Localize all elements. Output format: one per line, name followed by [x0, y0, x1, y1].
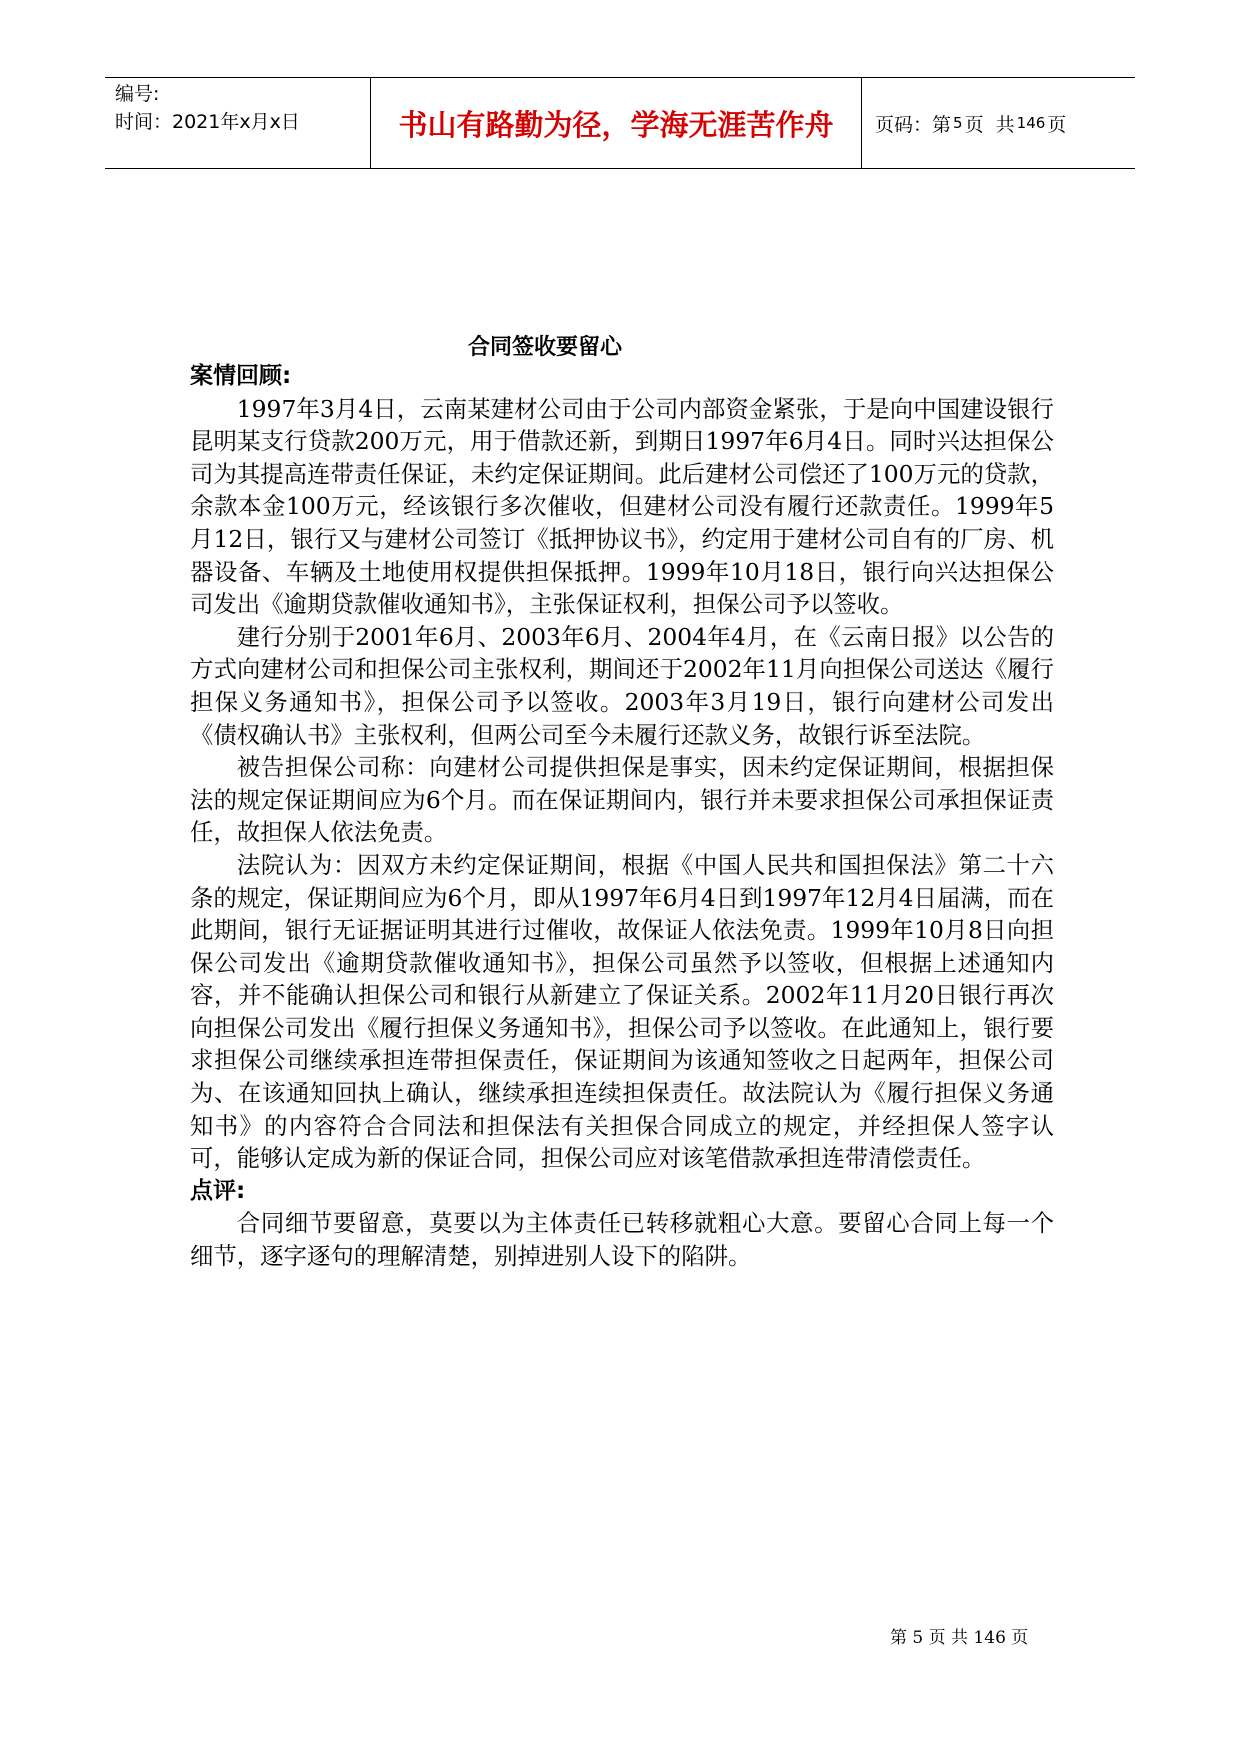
case-paragraph-2: 建行分别于2001年6月、2003年6月、2004年4月，在《云南日报》以公告的方式向建材公司和担保公司主张权利，期间还于2002年11月向担保公司送达《履行担保义务通知书》，担保公司予以签收。2003年3月19日，银行向建材公司发出《债权确认书》主张权利，但两公司至今未履行还款义务，故银行诉至法院。 [190, 622, 1054, 749]
page-prefix: 页码：第 [875, 113, 952, 136]
page-total: 146 [1016, 114, 1046, 132]
case-heading: 案情回顾: [190, 363, 292, 389]
page-footer: 第 5 页 共 146 页 [890, 1628, 1029, 1648]
time-label: 时间：2021年x月x日 [115, 111, 300, 133]
case-paragraph-3: 被告担保公司称：向建材公司提供担保是事实，因未约定保证期间，根据担保法的规定保证期间应为6个月。而在保证期间内，银行并未要求担保公司承担保证责任，故担保人依法免责。 [190, 753, 1054, 847]
page-suffix: 页 [1047, 113, 1067, 136]
header-page-info [875, 78, 1066, 168]
header-meta [115, 80, 365, 136]
document-body [190, 360, 1054, 1273]
header-motto: 书山有路勤为径，学海无涯苦作舟 [370, 78, 862, 168]
review-paragraph: 合同细节要留意，莫要以为主体责任已转移就粗心大意。要留心合同上每一个细节，逐字逐句的理解清楚，别掉进别人设下的陷阱。 [190, 1209, 1054, 1271]
review-heading: 点评: [190, 1177, 246, 1204]
case-paragraph-1: 1997年3月4日，云南某建材公司由于公司内部资金紧张，于是向中国建设银行昆明某支行贷款200万元，用于借款还新，到期日1997年6月4日。同时兴达担保公司为其提高连带责任保证，未约定保证期间。此后建材公司偿还了100万元的贷款，余款本金100万元，经该银行多次催收，但建材公司没有履行还款责任。1999年5月12日，银行又与建材公司签订《抵押协议书》，约定用于建材公司自有的厂房、机器设备、车辆及土地使用权提供担保抵押。1999年10月18日，银行向兴达担保公司发出《逾期贷款催收通知书》，主张保证权利，担保公司予以签收。 [190, 394, 1054, 619]
document-title: 合同签收要留心 [467, 335, 622, 360]
page-current: 5 [953, 114, 963, 132]
serial-number-label: 编号: [115, 83, 160, 105]
page-header [105, 77, 1135, 169]
page-mid: 页 共 [964, 113, 1015, 136]
case-paragraph-4: 法院认为：因双方未约定保证期间，根据《中国人民共和国担保法》第二十六条的规定，保证期间应为6个月，即从1997年6月4日到1997年12月4日届满，而在此期间，银行无证据证明其进行过催收，故保证人依法免责。1999年10月8日向担保公司发出《逾期贷款催收通知书》，担保公司虽然予以签收，但根据上述通知内容，并不能确认担保公司和银行从新建立了保证关系。2002年11月20日银行再次向担保公司发出《履行担保义务通知书》，担保公司予以签收。在此通知上，银行要求担保公司继续承担连带担保责任，保证期间为该通知签收之日起两年，担保公司为、在该通知回执上确认，继续承担连续担保责任。故法院认为《履行担保义务通知书》的内容符合合同法和担保法有关担保合同成立的规定，并经担保人签字认可，能够认定成为新的保证合同，担保公司应对该笔借款承担连带清偿责任。 [190, 850, 1054, 1173]
